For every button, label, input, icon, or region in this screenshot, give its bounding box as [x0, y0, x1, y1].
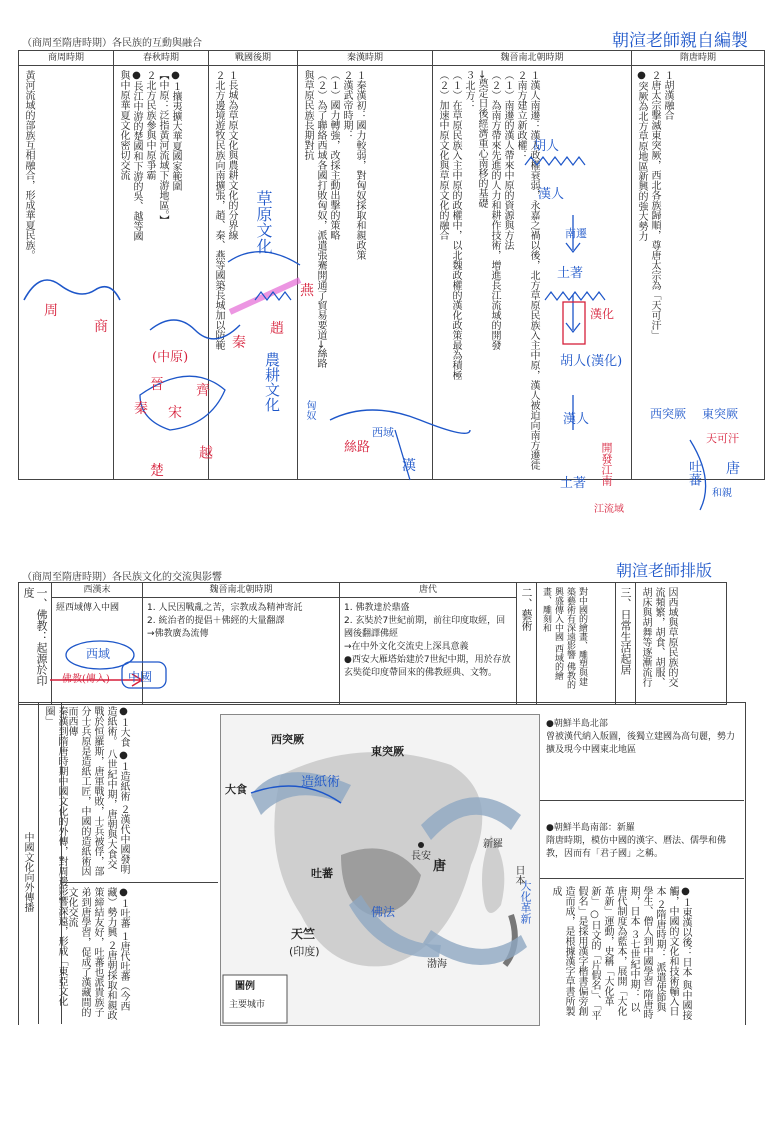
map-label-dongtujue: 東突厥	[371, 745, 404, 758]
note-huaxia: 漢化	[590, 307, 615, 321]
note-nonggeng: 農耕文化	[263, 352, 281, 412]
map-label-xitujue: 西突厥	[271, 733, 304, 746]
text-st-2: ２唐太宗擊滅東突厥，西北各族歸順，尊唐太宗為「天可汗」	[649, 70, 660, 340]
header-west-han: 西漢末	[52, 583, 143, 598]
map-label-india: (印度)	[289, 945, 320, 958]
map-legend-item: 主要城市	[229, 1000, 266, 1010]
note-hanren: 漢人	[538, 187, 565, 202]
text-qh-5: 與草原民族長期對抗	[302, 70, 313, 160]
note-hanren2: 漢人	[563, 412, 590, 427]
header-tang: 唐代	[340, 583, 517, 598]
header-spring-autumn: 春秋時期	[114, 51, 209, 66]
note-zhao: 趙	[270, 321, 284, 337]
note-qin-sa: 秦	[134, 401, 148, 417]
row-label-buddhism: 一、佛教：起源於印度	[19, 583, 52, 705]
map-legend-title: 圖例	[235, 981, 255, 992]
text-sa-2: 【中原：泛指黃河流域下游地區。】	[157, 70, 168, 225]
japan-cell: ●１東漢以後：日本 與中國接觸，中國的文化和技術輸入日本 ２隋唐時期： 派遣使節與學生、僧人到中國學習 隋唐時期，日本 ３七世紀中期： 以唐代制度為藍本，展開「大化革新」運動，史稱「大化革新」 ○日文的「片假名」、「平假名」是採用漢字楷書偏旁創造而成，是根據漢字草書所製成	[550, 886, 691, 1021]
map-label-tianzhu: 天竺	[291, 927, 316, 941]
cell-weijin-buddhism: 1. 人民因戰亂之苦，宗教成為精神寄託 2. 統治者的提倡＋佛經的大量翻譯 →佛教廣為流傳	[143, 598, 340, 705]
note-hu2: 胡人(漢化)	[560, 354, 623, 369]
cell-life: 因西域與草原民族的交流頻繁，胡食、胡服、胡床與胡舞等逐漸流行	[636, 583, 727, 705]
text-wj-5: →奠定日後經濟重心南移的基礎	[476, 70, 487, 209]
paper-cell: ●１大食 ●１造紙術 ２漢代中國發明造紙術。 八世紀中期，唐朝與大食交戰於恒羅斯，唐軍戰敗，士兵被俘，部分士兵原是造紙工匠，中國的造紙術因而西傳	[62, 702, 218, 883]
east-asia-map	[220, 714, 540, 1026]
text-wj-6: ３北方：	[463, 70, 474, 110]
note-tiankehan: 天可汗	[706, 432, 739, 445]
text-sa-4: ●長江中游的楚國和下游的吳、越等國	[131, 70, 142, 241]
note-shang: 商	[94, 319, 108, 335]
note-jiangnan: 開發江南	[600, 442, 613, 486]
map-label-tubo: 吐蕃	[311, 867, 333, 880]
note-tuzhu2: 土著	[560, 476, 587, 491]
text-wj-4: （２）為南方帶來先進的人力和耕作技術，增進長江流域的開發	[489, 70, 500, 350]
bottom-caption: （商周至隋唐時期）各民族文化的交流與影響	[22, 572, 222, 583]
map-label-riben: 日本	[513, 865, 524, 885]
note-tujue-e: 東突厥	[702, 407, 739, 421]
text-wj-3: （１）南遷的漢人帶來中原的資源與方法	[502, 70, 513, 250]
divider-2	[540, 878, 744, 879]
note-yan: 燕	[300, 283, 314, 299]
note-zhongyuan: (中原)	[152, 350, 189, 365]
map-note-dahua: 大化革新	[519, 880, 532, 924]
note-hu: 胡人	[533, 139, 560, 154]
cell-tang-buddhism: 1. 佛教達於鼎盛 2. 玄奘於7世紀前期，前往印度取經，回國後翻譯佛經 →在中外文化交流史上深具意義 ●西安大雁塔始建於7世紀中期，用於存放玄奘從印度帶回來的佛教經典、文物。	[340, 598, 517, 705]
note-tang: 唐	[726, 461, 740, 477]
note-tuzhu: 土著	[557, 266, 584, 281]
note-jin: 晉	[150, 377, 164, 393]
header-shang-zhou: 商周時期	[19, 51, 114, 66]
note-zhou: 周	[44, 303, 58, 319]
handwritten-credit-top: 朝渲老師親自編製	[612, 31, 748, 51]
korea-south-cell: ●朝鮮半島南部：新羅 隋唐時期，模仿中國的漢字、曆法、儒學和佛教，因而有「君子國」之稱。	[546, 823, 727, 859]
top-caption: （商周至隋唐時期）各民族的互動與融合	[22, 38, 202, 49]
header-warring-states: 戰國後期	[209, 51, 298, 66]
map-label-xinluo: 新羅	[483, 839, 503, 850]
text-sa-5: 與中原華夏文化密切交流	[118, 70, 129, 180]
header-wei-jin: 魏晉南北朝時期	[433, 51, 632, 66]
note-qi: 齊	[196, 383, 210, 399]
note-china: 中國	[128, 670, 153, 684]
note-nanqian: 南遷	[565, 227, 587, 240]
row-label-art: 二、藝術	[517, 583, 537, 705]
map-note-fo: 佛法	[371, 905, 396, 919]
header-sui-tang: 隋唐時期	[632, 51, 765, 66]
row-label-life: 三、日常生活起居	[616, 583, 636, 705]
header-weijin: 魏晉南北朝時期	[143, 583, 340, 598]
text-sa-1: ●１攘夷擴大華夏國家範圍	[170, 70, 181, 191]
handwritten-credit-bottom: 朝渲老師排版	[616, 561, 713, 580]
text-shang-zhou: 黃河流域的部族互相融合，形成華夏民族。	[23, 70, 34, 260]
note-xiyu: 西域	[372, 426, 394, 439]
note-yue: 越	[197, 445, 213, 459]
text-st-3: ●突厥為北方草原地區新興的強大勢力	[636, 70, 647, 241]
note-caoyuan: 草原文化	[254, 190, 273, 254]
spread-intro-cell: 秦漢到隋唐時期中國文化的外傳，對周邊影響深遠，形成「東亞文化圈」	[39, 702, 62, 1024]
note-heqin: 和親	[712, 488, 732, 499]
divider-1	[540, 800, 744, 801]
text-qh-1: １秦漢初：國力較弱，對匈奴採取和親政策	[354, 70, 365, 260]
header-qin-han: 秦漢時期	[298, 51, 433, 66]
text-ws-2: ２北方邊境遊牧民族向南擴張，趙、秦、燕等國築長城加以防範	[213, 70, 224, 350]
note-chu: 楚	[150, 463, 164, 479]
text-qh-2: ２漢武帝時期：	[341, 70, 352, 140]
text-st-1: １胡漢融合	[662, 70, 673, 120]
map-graphic	[221, 715, 539, 1025]
note-xiyu-b: 西域	[86, 647, 111, 661]
note-han: 漢	[402, 458, 416, 474]
text-ws-1: １長城為草原文化與農耕文化的分界線	[226, 70, 237, 240]
note-jiangshu: 江流域	[594, 504, 624, 515]
note-tubo: 吐蕃	[686, 460, 701, 486]
text-qh-4: （２）為了聯絡西域各國打敗匈奴，派遣張騫開通了貿易要道→絲路	[315, 70, 326, 369]
map-label-tang: 唐	[433, 859, 447, 874]
tubo-cell: ●１吐蕃 １唐代吐蕃（今西藏）勢力興 ２唐朝採取和親政策締結友好，吐蕃也派貴族子弟到唐學習，促成了漢藏間的文化交流	[66, 887, 129, 1021]
note-qin: 秦	[232, 335, 246, 351]
map-note-paper: 造紙術	[301, 775, 341, 790]
map-label-bohai: 渤海	[427, 959, 447, 970]
note-song: 宋	[168, 405, 182, 421]
text-wj-8: （２）加速中原文化與草原文化的融合	[437, 70, 448, 240]
cell-west-han: 經西域傳入中國	[52, 598, 143, 705]
spread-label-cell: 中國文化向外傳播	[18, 702, 39, 1024]
map-label-changan: 長安	[411, 851, 431, 862]
text-qh-3: （１）國力轉強，改採主動出擊的策略	[328, 70, 339, 240]
text-wj-1: １漢人南遷：漢人政權衰弱，永嘉之禍以後，北方草原民族入主中原，漢人被迫向南方遷徙	[528, 70, 539, 470]
note-tujue-w: 西突厥	[650, 407, 687, 421]
note-xiongnu: 匈奴	[304, 400, 315, 420]
cell-art: 對中國的繪畫、雕塑與建築藝術有深遠影響 佛教的興盛傳入中國 西域的繪畫、雕刻和	[537, 583, 616, 705]
text-sa-3: ２北方民族參與中原爭霸	[144, 70, 155, 180]
text-wj-2: ２南方建立新政權：	[515, 70, 526, 160]
note-silk: 絲路	[344, 440, 371, 455]
korea-north-cell: ●朝鮮半島北部 曾被漢代納入版圖，後獨立建國為高句麗，勢力擴及現今中國東北地區	[546, 719, 736, 755]
map-label-dashi: 大食	[225, 783, 247, 796]
text-wj-7: （１）在草原民族入主中原的政權中，以北魏政權的漢化政策最為積極	[450, 70, 461, 380]
note-fojiao: 佛教(傳入)	[62, 674, 110, 685]
